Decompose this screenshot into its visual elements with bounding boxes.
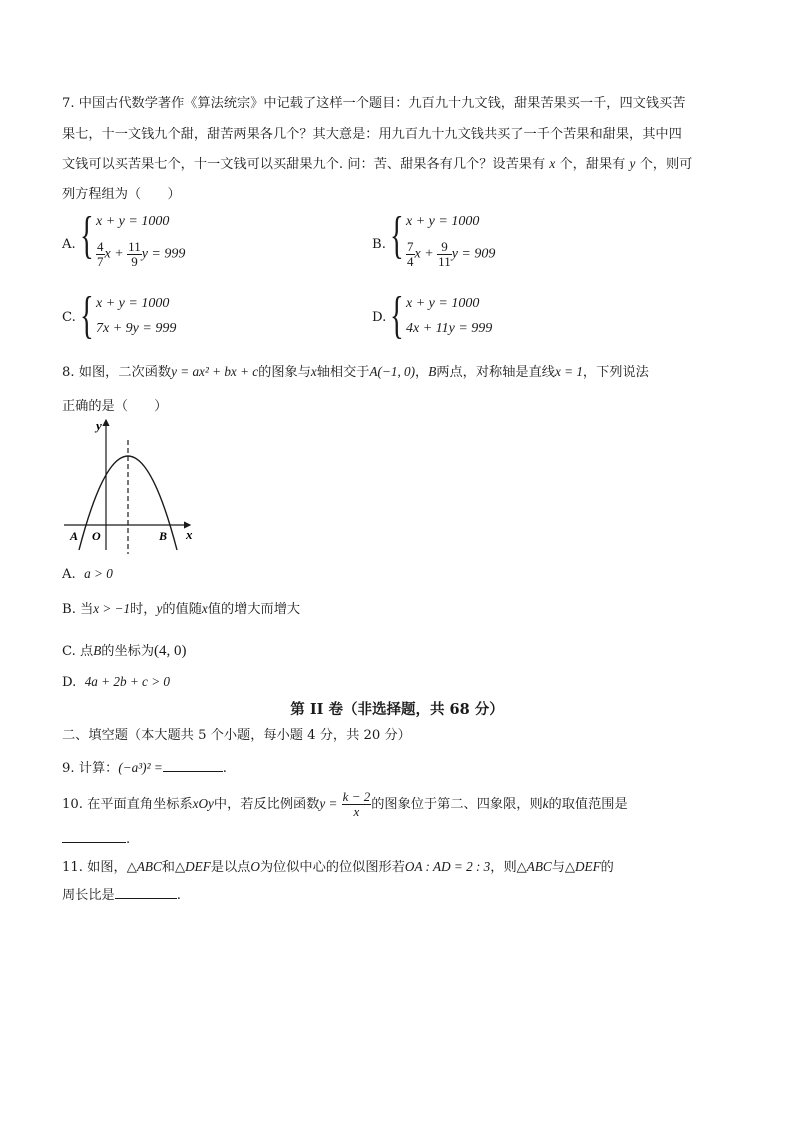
q8-option-c: C. 点B的坐标为(4, 0) [62, 643, 187, 659]
graph-label-b: B [159, 529, 168, 543]
q7-line-2: 果七，十一文钱九个甜，甜苦两果各几个？其大意是：用九百九十九文钱共买了一千个苦果和甜果，其中四 [62, 127, 682, 142]
q7-option-c-eq2: 7x + 9y = 999 [96, 321, 177, 336]
q10-fraction: $\frac{k - 2}{x}$ [342, 789, 371, 819]
graph-label-y: y [96, 418, 102, 433]
q7-option-b-eq2: $\frac{7}{4}$ x + $\frac{9}{11}$ y = 909 [407, 239, 496, 269]
graph-label-a: A [70, 529, 79, 543]
q7-option-c-eq1: x + y = 1000 [96, 296, 170, 311]
q7-line-1: 7. 中国古代数学著作《算法统宗》中记载了这样一个题目：九百九十九文钱，甜果苦果买一千，四文钱买苦 [62, 96, 686, 111]
q7-option-d-brace: { [390, 287, 404, 344]
q7-option-b-eq1: x + y = 1000 [406, 214, 480, 229]
q7-option-a-eq2: $\frac{4}{7}$ x + $\frac{11}{9}$ y = 999 [97, 239, 186, 269]
q8-option-d: D. 4a + 2b + c > 0 [62, 674, 170, 690]
q7-option-c-label: C. [62, 310, 76, 325]
q7-option-d-eq1: x + y = 1000 [406, 296, 480, 311]
q7-option-b-brace: { [390, 207, 404, 264]
q7-line-4: 列方程组为（ ） [62, 187, 181, 202]
q8-line-1: 8. 如图，二次函数y = ax² + bx + c的图象与x轴相交于A(−1, 0)，B两点，对称轴是直线x = 1，下列说法 [62, 364, 649, 380]
q7-option-d-label: D. [372, 310, 387, 325]
q11-line-2: 周长比是 . [62, 888, 181, 903]
q11-line-1: 11. 如图，△ABC和△DEF是以点O为位似中心的位似图形若OA : AD = 2 : 3，则△ABC与△DEF的 [62, 859, 614, 875]
q7-option-d-eq2: 4x + 11y = 999 [406, 321, 493, 336]
section-2-heading: 第 II 卷（非选择题，共 68 分） [290, 701, 504, 718]
q7-option-a-brace: { [80, 207, 94, 264]
q9-answer-blank[interactable] [163, 771, 223, 772]
q7-option-c-brace: { [80, 287, 94, 344]
q8-option-b: B. 当x > −1时，y的值随x值的增大而增大 [62, 601, 301, 617]
q10-answer-blank[interactable] [62, 842, 126, 843]
q10-line-2: . [62, 832, 130, 847]
q7-line-3: 文钱可以买苦果七个，十一文钱可以买甜果九个. 问：苦、甜果各有几个？设苦果有 x 个，甜果有 y 个，则可 [62, 156, 693, 172]
graph-label-o: O [92, 529, 101, 543]
q8-line-2: 正确的是（ ） [62, 399, 168, 414]
q11-answer-blank[interactable] [115, 898, 177, 899]
q7-option-b-label: B. [372, 237, 386, 252]
q7-option-a-label: A. [62, 237, 76, 252]
q10-line-1: 10. 在平面直角坐标系xOy中，若反比例函数y = $\frac{k - 2}{x}$ 的图象位于第二、四象限，则k的取值范围是 [62, 789, 628, 819]
q7-option-a-eq1: x + y = 1000 [96, 214, 170, 229]
q8-option-a: A. a > 0 [62, 566, 113, 582]
q9-line: 9. 计算：(−a³)² = . [62, 760, 227, 776]
parabola-graph [60, 414, 200, 554]
graph-label-x: x [186, 527, 193, 542]
part-2-title: 二、填空题（本大题共 5 个小题，每小题 4 分，共 20 分） [62, 728, 411, 743]
